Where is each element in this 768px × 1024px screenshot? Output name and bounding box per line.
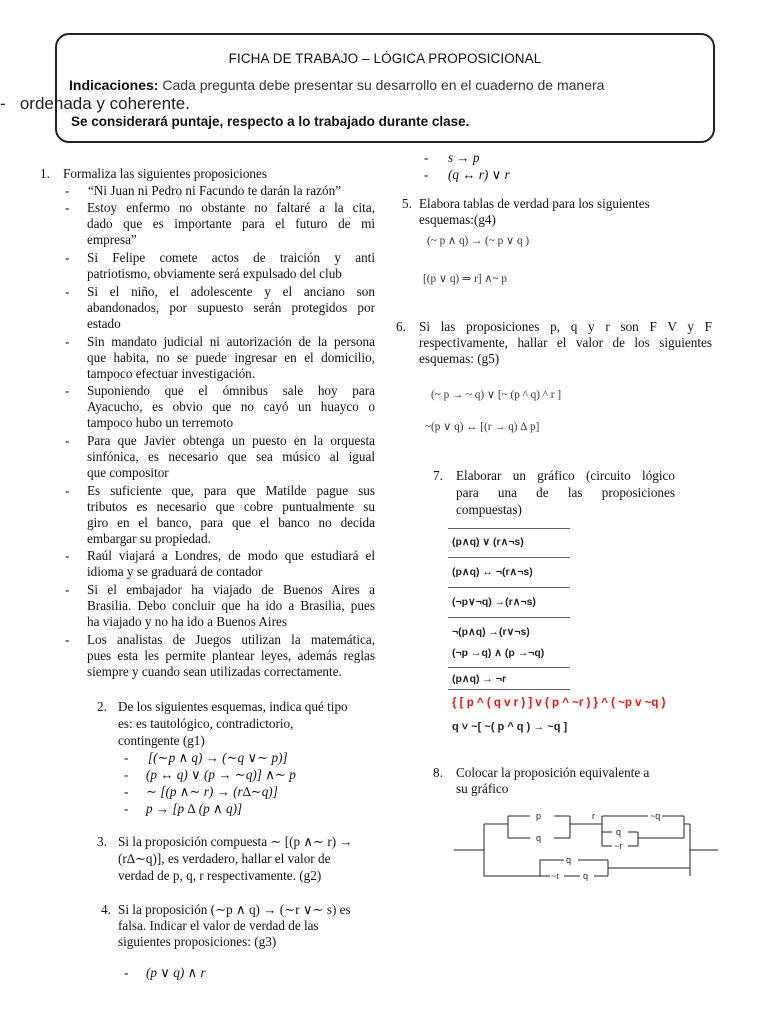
q2-number: 2. <box>97 699 107 714</box>
q1-item: siempre y cuando sean utilizadas correctamente. <box>87 664 342 679</box>
q1-item: que habita, no se puede ingresar en el domicilio, <box>87 350 375 365</box>
q7-line: Elaborar un gráfico (circuito lógico <box>456 468 675 483</box>
circuit-label: q <box>566 855 572 865</box>
q2-scheme: ∼ [(p ∧∼ r) → (r∆∼q)] <box>146 784 278 799</box>
q1-item: Si el niño, el adolescente y el anciano son <box>87 284 375 299</box>
divider <box>448 587 570 588</box>
q4-line: siguientes proposiciones: (g3) <box>118 934 277 949</box>
q3-number: 3. <box>97 834 107 849</box>
q5-number: 5. <box>402 196 412 211</box>
q6-scheme: ~(p ∨ q) ↔ [(r → q) ∆ p] <box>425 421 540 433</box>
indications-text: Cada pregunta debe presentar su desarrollo en el cuaderno de manera <box>158 77 605 93</box>
q1-item: embargar su propiedad. <box>87 531 211 546</box>
divider <box>448 617 570 618</box>
header-box <box>55 33 715 143</box>
circuit-label: ~r <box>551 871 560 881</box>
q2-scheme: [(∼p ∧ q) → (∼q ∨∼ p)] <box>148 750 288 765</box>
q7-number: 7. <box>433 468 443 483</box>
q5-line: esquemas:(g4) <box>419 212 496 227</box>
q4-line: Si la proposición (∼p ∧ q) → (∼r ∨∼ s) es <box>118 902 351 917</box>
q7-formula: (¬p∨¬q) →(r∧¬s) <box>452 596 536 608</box>
indications <box>69 77 604 93</box>
q6-line: Si las proposiciones p, q y r son F V y F <box>419 319 712 334</box>
q1-item: Si el embajador ha viajado de Buenos Aires a <box>87 582 375 597</box>
q6-line: esquemas: (g5) <box>419 351 500 366</box>
divider <box>448 667 570 668</box>
q1-item: empresa” <box>87 232 137 247</box>
q1-item: Es suficiente que, para que Matilde pague sus <box>87 483 375 498</box>
q7-red-formula: { [ p ^ ( q v r ) ] v ( p ^ ~r ) } ^ ( ~p v ~q ) <box>452 697 666 709</box>
q1-item: giro en el banco, para que el banco no decida <box>87 515 375 530</box>
q5-scheme: [(p ∨ q) ⇒ r] ∧~ p <box>423 273 507 285</box>
q1-item: Si Felipe comete actos de traición y anti <box>87 250 375 265</box>
divider <box>448 689 570 690</box>
q7-formula: ¬(p∧q) →(r∨¬s) <box>452 626 530 638</box>
worksheet-title: FICHA DE TRABAJO – LÓGICA PROPOSICIONAL <box>228 51 542 66</box>
q1-item: Suponiendo que el ómnibus sale hoy para <box>87 383 375 398</box>
q6-scheme: (~ p → ~ q) ∨ [~ (p ^ q) ^ r ] <box>431 389 562 401</box>
q1-item: estado <box>87 316 121 331</box>
logic-circuit-diagram <box>452 808 720 888</box>
q2-line: es: es tautológico, contradictorio, <box>118 716 294 731</box>
indications-label: Indicaciones: <box>69 77 159 93</box>
q2-line: De los siguientes esquemas, indica qué tipo <box>118 699 348 714</box>
q1-item: dado que es importante para el futuro de mi <box>87 216 375 231</box>
q1-item: tampoco hubo un terremoto <box>87 415 234 430</box>
q7-formula: (¬p →q) ∧ (p →¬q) <box>452 647 545 659</box>
q4-line: falsa. Indicar el valor de verdad de las <box>118 918 319 933</box>
q7-line: compuestas) <box>456 502 522 517</box>
q1-item: Los analistas de Juegos utilizan la matemática, <box>87 632 375 647</box>
q8-number: 8. <box>433 765 443 780</box>
q1-item: Brasilia. Debo concluir que ha ido a Brasilia, pues <box>87 598 375 613</box>
q1-item: patriotismo, obviamente será expulsado del club <box>87 266 342 281</box>
circuit-label: ~r <box>614 841 623 851</box>
q1-item: Raúl viajará a Londres, de modo que estudiará el <box>87 548 375 563</box>
q3-line: verdad de p, q, r respectivamente. (g2) <box>118 868 322 883</box>
q4-item: s → p <box>448 150 480 165</box>
circuit-label: ~q <box>650 811 661 821</box>
circuit-label: q <box>536 833 542 843</box>
q2-scheme: p → [p ∆ (p ∧ q)] <box>146 801 243 816</box>
q5-line: Elabora tablas de verdad para los siguientes <box>419 196 650 211</box>
q1-item: idioma y se graduará de contador <box>87 564 263 579</box>
circuit-label: r <box>592 811 595 821</box>
q2-line: contingente (g1) <box>118 733 205 748</box>
q1-item: tributos es necesario que cobre puntualmente su <box>87 499 375 514</box>
q5-scheme: (~ p ∧ q) → (~ p ∨ q ) <box>427 235 530 247</box>
q1-number: 1. <box>40 166 50 181</box>
q7-line: para una de las proposiciones <box>456 485 675 500</box>
q7-formula: (p∧q) ↔ ¬(r∧¬s) <box>452 566 533 578</box>
q7-formula: (p∧q) → ¬r <box>452 673 507 685</box>
q2-scheme: (p ↔ q) ∨ (p → ∼q)] ∧∼ p <box>146 767 296 782</box>
divider <box>448 528 570 529</box>
q1-item: tampoco efectuar investigación. <box>87 366 256 381</box>
q6-line: respectivamente, hallar el valor de los siguientes <box>419 335 712 350</box>
circuit-label: q <box>583 871 589 881</box>
q3-line: Si la proposición compuesta ∼ [(p ∧∼ r) → <box>118 834 353 849</box>
q1-item: Estoy enfermo no obstante no faltaré a la cita, <box>87 200 375 215</box>
circuit-label: q <box>616 827 622 837</box>
q1-item: ha viajado y no ha ido a Buenos Aires <box>87 614 287 629</box>
q7-formula: (p∧q) ∨ (r∧¬s) <box>452 536 524 548</box>
q1-item: que compositor <box>87 465 169 480</box>
q4-number: 4. <box>101 902 111 917</box>
divider <box>448 557 570 558</box>
indications-cont-text: ordenada y coherente. <box>19 94 190 113</box>
q1-item: Ayacucho, es obvio que no cayó un huayco o <box>87 399 375 414</box>
q1-item: Para que Javier obtenga un puesto en la orquesta <box>87 433 375 448</box>
q7-last-formula: q ˅ ~[ ~( p ^ q ) → ~q ] <box>452 721 568 733</box>
q6-number: 6. <box>396 319 406 334</box>
grading-note: Se considerará puntaje, respecto a lo trabajado durante clase. <box>71 114 470 129</box>
q1-item: sinfónica, es necesario que sea músico al igual <box>87 449 375 464</box>
q1-item: Sin mandato judicial ni autorización de la persona <box>87 334 375 349</box>
q1-item: abandonados, por supuesto serán protegidos por <box>87 300 375 315</box>
q8-line: su gráfico <box>456 781 509 796</box>
indications-continuation: - ordenada y coherente. <box>0 94 190 113</box>
q1-item: “Ni Juan ni Pedro ni Facundo te darán la razón” <box>88 183 342 198</box>
q4-item: (p ∨ q) ∧ r <box>146 965 206 980</box>
q3-line: (r∆∼q)], es verdadero, hallar el valor de <box>118 851 331 866</box>
q4-item: (q ↔ r) ∨ r <box>448 167 510 182</box>
circuit-label: p <box>536 811 542 821</box>
q1-title: Formaliza las siguientes proposiciones <box>63 166 268 181</box>
q1-item: pues esta les permite plantear leyes, además reglas <box>87 648 375 663</box>
q8-line: Colocar la proposición equivalente a <box>456 765 650 780</box>
